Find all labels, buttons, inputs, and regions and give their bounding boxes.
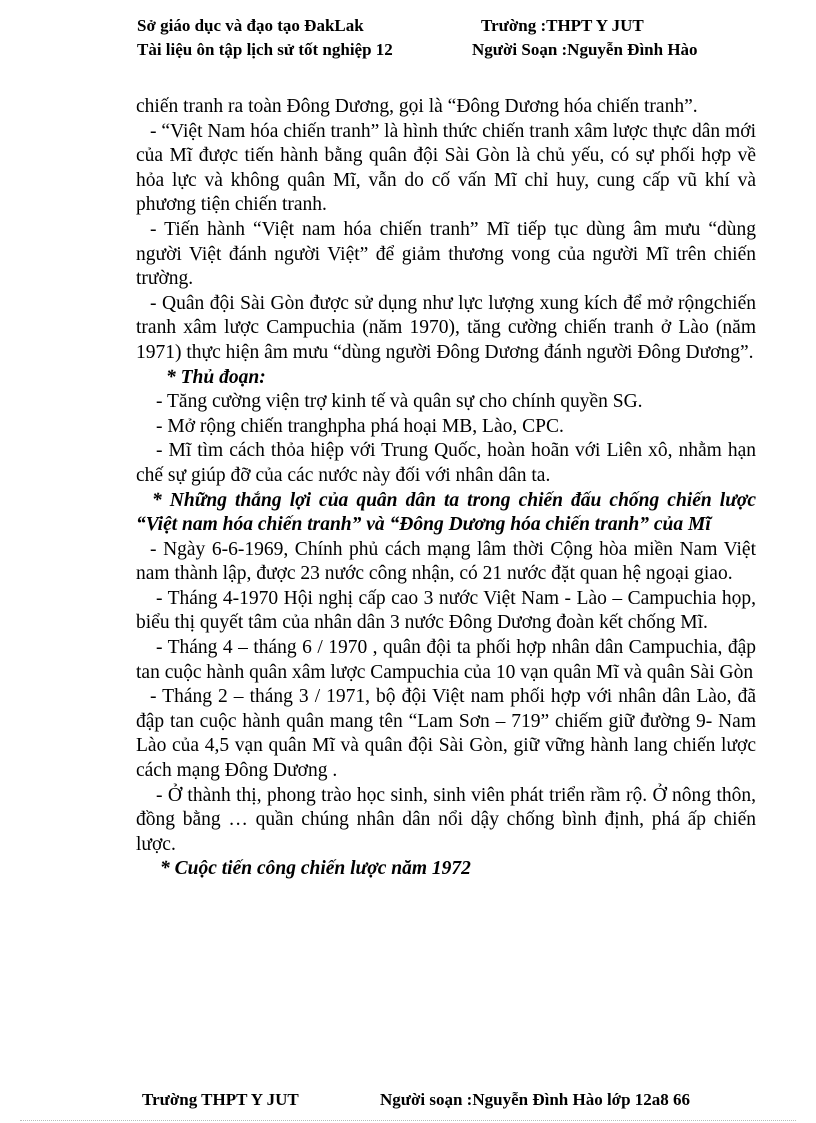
page-header [137, 14, 698, 62]
section-heading: * Những thắng lợi của quân dân ta trong chiến đấu chống chiến lược “Việt nam hóa chiến tranh” và “Đông Dương hóa chiến tranh” của Mĩ [136, 489, 756, 536]
list-item: - Tăng cường viện trợ kinh tế và quân sự cho chính quyền SG. [156, 391, 643, 413]
paragraph: chiến tranh ra toàn Đông Dương, gọi là “Đông Dương hóa chiến tranh”. [136, 96, 698, 117]
page-footer [142, 1090, 691, 1110]
footer-school: Trường THPT Y JUT [142, 1090, 299, 1109]
section-heading: * Thủ đoạn: [166, 366, 266, 388]
paragraph: - Quân đội Sài Gòn được sử dụng như lực lượng xung kích để mở rộngchiến tranh xâm lược Campuchia (năm 1970), tăng cường chiến tranh ở Lào (năm 1971) thực hiện âm mưu “dùng người Đông Dương đánh người Đông Dương”. [136, 292, 756, 363]
section-heading: * Cuộc tiến công chiến lược năm 1972 [160, 858, 471, 880]
author-name: Người Soạn :Nguyễn Đình Hào [472, 40, 698, 59]
department-name: Sở giáo dục và đạo tạo ĐakLak [137, 16, 364, 35]
list-item: - Mĩ tìm cách thỏa hiệp với Trung Quốc, hoàn hoãn với Liên xô, nhằm hạn chế sự giúp đỡ của các nước này đối với nhân dân ta. [136, 440, 756, 486]
paragraph: - Ở thành thị, phong trào học sinh, sinh viên phát triển rầm rộ. Ở nông thôn, đồng bằng … quần chúng nhân dân nổi dậy chống bình định, phá ấp chiến lược. [136, 784, 756, 855]
document-body [136, 95, 756, 882]
paragraph: - Tiến hành “Việt nam hóa chiến tranh” Mĩ tiếp tục dùng âm mưu “dùng người Việt đánh người Việt” để giảm thương vong của người Mĩ trên chiến trường. [136, 218, 756, 290]
footer-divider [20, 1120, 796, 1121]
paragraph: - “Việt Nam hóa chiến tranh” là hình thức chiến tranh xâm lược thực dân mới của Mĩ được tiến hành bằng quân đội Sài Gòn là chủ yếu, có sự phối hợp về hỏa lực và không quân Mĩ, vẫn do cố vấn Mĩ chỉ huy, cung cấp vũ khí và phương tiện chiến tranh. [136, 120, 756, 216]
school-name: Trường :THPT Y JUT [481, 16, 644, 35]
document-title: Tài liệu ôn tập lịch sử tốt nghiệp 12 [137, 40, 393, 59]
paragraph: - Tháng 2 – tháng 3 / 1971, bộ đội Việt nam phối hợp với nhân dân Lào, đã đập tan cuộc hành quân mang tên “Lam Sơn – 719” chiếm giữ đường 9- Nam Lào của 4,5 vạn quân Mĩ và quân đội Sài Gòn, giữ vững hành lang chiến lược cách mạng Đông Dương . [136, 686, 756, 782]
header-row-1 [137, 14, 644, 38]
paragraph: - Tháng 4 – tháng 6 / 1970 , quân đội ta phối hợp nhân dân Campuchia, đập tan cuộc hành quân xâm lược Campuchia của 10 vạn quân Mĩ và quân Sài Gòn [136, 637, 756, 683]
list-item: - Mở rộng chiến tranghpha phá hoại MB, Lào, CPC. [156, 415, 564, 437]
paragraph: - Ngày 6-6-1969, Chính phủ cách mạng lâm thời Cộng hòa miền Nam Việt nam thành lập, được 23 nước công nhận, có 21 nước đặt quan hệ ngoại giao. [136, 538, 756, 585]
paragraph: - Tháng 4-1970 Hội nghị cấp cao 3 nước Việt Nam - Lào – Campuchia họp, biểu thị quyết tâm của nhân dân 3 nước Đông Dương đoàn kết chống Mĩ. [136, 587, 756, 634]
footer-author: Người soạn :Nguyễn Đình Hào lớp 12a8 66 [380, 1090, 691, 1109]
header-row-2 [137, 38, 698, 62]
